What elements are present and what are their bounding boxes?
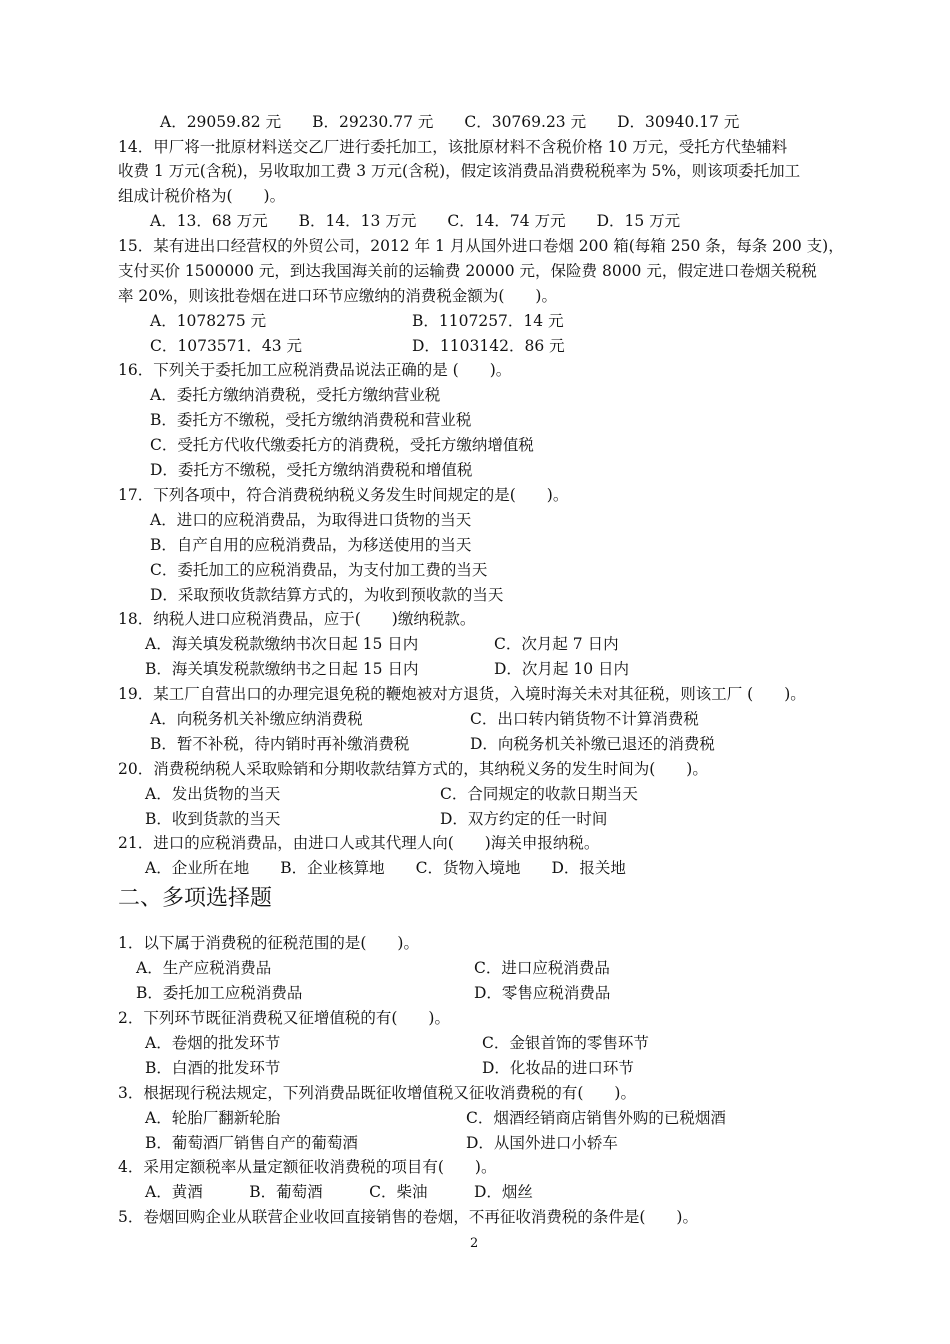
mq5-stem: 5．卷烟回购企业从联营企业收回直接销售的卷烟，不再征收消费税的条件是( )。 [118,1208,698,1226]
mq1-option-d: D．零售应税消费品 [474,984,611,1002]
mq2-option-d: D．化妆品的进口环节 [482,1059,634,1077]
q15-option-b: B．1107257．14 元 [412,312,564,330]
mq4-stem: 4．采用定额税率从量定额征收消费税的项目有( )。 [118,1158,497,1176]
page-number: 2 [470,1236,479,1251]
mq1-option-b: B．委托加工应税消费品 [136,984,303,1002]
mq3-option-d: D．从国外进口小轿车 [466,1134,618,1152]
q14-stem-line1: 14．甲厂将一批原材料送交乙厂进行委托加工，该批原材料不含税价格 10 万元，受托方代垫辅料 [118,138,788,156]
q19-option-d: D．向税务机关补缴已退还的消费税 [470,735,715,753]
q20-option-b: B．收到货款的当天 [145,810,281,828]
q18-option-b: B．海关填发税款缴纳书之日起 15 日内 [145,660,419,678]
mq2-stem: 2．下列环节既征消费税又征增值税的有( )。 [118,1009,450,1027]
mq3-option-a: A．轮胎厂翻新轮胎 [145,1109,281,1127]
mq3-option-c: C．烟酒经销商店销售外购的已税烟酒 [466,1109,726,1127]
q16-option-b: B．委托方不缴税，受托方缴纳消费税和营业税 [150,411,472,429]
q17-option-c: C．委托加工的应税消费品，为支付加工费的当天 [150,561,488,579]
q15-option-c: C．1073571．43 元 [150,337,303,355]
mq4-options: A．黄酒 B．葡萄酒 C．柴油 D．烟丝 [145,1183,533,1201]
q21-stem: 21．进口的应税消费品，由进口人或其代理人向( )海关申报纳税。 [118,834,600,852]
q16-stem: 16．下列关于委托加工应税消费品说法正确的是 ( )。 [118,361,512,379]
q19-stem: 19．某工厂自营出口的办理完退免税的鞭炮被对方退货，入境时海关未对其征税，则该工厂 ( )。 [118,685,806,703]
mq1-option-c: C．进口应税消费品 [474,959,610,977]
section-title-multiple-choice: 二、多项选择题 [118,886,273,911]
q20-option-c: C．合同规定的收款日期当天 [440,785,638,803]
q13-options: A．29059.82 元 B．29230.77 元 C．30769.23 元 D．30940.17 元 [160,113,740,131]
q19-option-a: A．向税务机关补缴应纳消费税 [150,710,363,728]
mq2-option-b: B．白酒的批发环节 [145,1059,281,1077]
q21-options: A．企业所在地 B．企业核算地 C．货物入境地 D．报关地 [145,859,626,877]
mq3-stem: 3．根据现行税法规定，下列消费品既征收增值税又征收消费税的有( )。 [118,1084,636,1102]
q20-option-a: A．发出货物的当天 [145,785,281,803]
q15-stem-line2: 支付买价 1500000 元，到达我国海关前的运输费 20000 元，保险费 8000 元，假定进口卷烟关税税 [118,262,817,280]
q17-option-d: D．采取预收货款结算方式的，为收到预收款的当天 [150,586,504,604]
q17-stem: 17．下列各项中，符合消费税纳税义务发生时间规定的是( )。 [118,486,569,504]
q16-option-d: D．委托方不缴税，受托方缴纳消费税和增值税 [150,461,473,479]
mq2-option-c: C．金银首饰的零售环节 [482,1034,649,1052]
q14-options: A．13．68 万元 B．14．13 万元 C．14．74 万元 D．15 万元 [150,212,681,230]
q18-option-c: C．次月起 7 日内 [494,635,619,653]
mq3-option-b: B．葡萄酒厂销售自产的葡萄酒 [145,1134,358,1152]
q15-option-d: D．1103142．86 元 [412,337,565,355]
mq1-option-a: A．生产应税消费品 [136,959,272,977]
q14-stem-line3: 组成计税价格为( )。 [118,187,286,205]
q15-stem-line3: 率 20%，则该批卷烟在进口环节应缴纳的消费税金额为( )。 [118,287,557,305]
q20-option-d: D．双方约定的任一时间 [440,810,608,828]
q16-option-a: A．委托方缴纳消费税，受托方缴纳营业税 [150,386,441,404]
q18-option-d: D．次月起 10 日内 [494,660,630,678]
q16-option-c: C．受托方代收代缴委托方的消费税，受托方缴纳增值税 [150,436,534,454]
q19-option-b: B．暂不补税，待内销时再补缴消费税 [150,735,410,753]
q19-option-c: C．出口转内销货物不计算消费税 [470,710,699,728]
mq1-stem: 1．以下属于消费税的征税范围的是( )。 [118,934,419,952]
mq2-option-a: A．卷烟的批发环节 [145,1034,281,1052]
q18-option-a: A．海关填发税款缴纳书次日起 15 日内 [145,635,419,653]
q20-stem: 20．消费税纳税人采取赊销和分期收款结算方式的，其纳税义务的发生时间为( )。 [118,760,708,778]
q15-option-a: A．1078275 元 [150,312,267,330]
q17-option-b: B．自产自用的应税消费品，为移送使用的当天 [150,536,472,554]
q15-stem-line1: 15．某有进出口经营权的外贸公司，2012 年 1 月从国外进口卷烟 200 箱(每箱 250 条，每条 200 支)， [118,237,844,255]
q17-option-a: A．进口的应税消费品，为取得进口货物的当天 [150,511,472,529]
q18-stem: 18．纳税人进口应税消费品，应于( )缴纳税款。 [118,610,476,628]
q14-stem-line2: 收费 1 万元(含税)，另收取加工费 3 万元(含税)，假定该消费品消费税税率为 5%，则该项委托加工 [118,162,801,180]
